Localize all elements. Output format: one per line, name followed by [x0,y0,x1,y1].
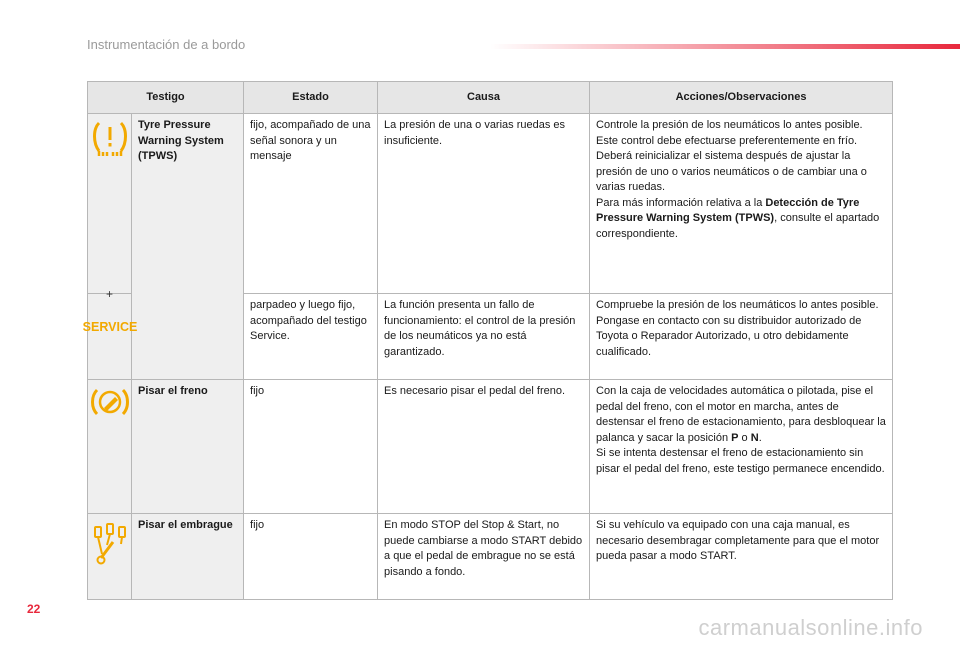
acciones-brake-n: N [750,431,759,444]
indicator-name-tpws: Tyre Pressure Warning System (TPWS) [132,114,244,380]
estado-clutch: fijo [244,514,378,600]
causa-brake: Es necesario pisar el pedal del freno. [378,380,590,514]
page-header-title: Instrumentación de a bordo [87,37,246,52]
acciones-brake [590,380,893,514]
causa-clutch: En modo STOP del Stop & Start, no puede cambiarse a modo START debido a que el pedal de embrague no se está pisando a fondo. [378,514,590,600]
indicator-name-brake: Pisar el freno [132,380,244,514]
table-row-tpws [88,114,893,294]
table-header-row [88,82,893,114]
acciones-brake-o: o [738,431,751,444]
table-row-clutch [88,514,893,600]
icon-cell-clutch [88,514,132,600]
estado-tpws-2: parpadeo y luego fijo, acompañado del testigo Service. [244,294,378,380]
icon-cell-tpws [88,114,132,294]
service-warning-icon [82,319,137,334]
table-row-brake [88,380,893,514]
page-number: 22 [27,602,41,616]
acciones-brake-text: Con la caja de velocidades automática o pilotada, pise el pedal del freno, con el motor en marcha, antes de destensar el freno de estacionamiento, para desbloquear la palanca y sacar la posición [596,385,886,444]
acciones-tpws-1-tail: , consulte el apartado correspondiente. [596,212,880,240]
watermark-text: carmanualsonline.info [698,615,923,640]
column-header-estado: Estado [244,82,378,114]
acciones-tpws-1-bold: Detección de Tyre Pressure Warning System (TPWS) [596,196,860,224]
estado-tpws-1: fijo, acompañado de una señal sonora y un mensaje [244,114,378,294]
column-header-testigo: Testigo [88,82,244,114]
clutch-pedal-icon [93,520,127,566]
icon-cell-service [82,287,137,380]
estado-brake: fijo [244,380,378,514]
tire-pressure-warning-icon [92,119,128,159]
acciones-brake-tail: . Si se intenta destensar el freno de estacionamiento sin pisar el pedal del freno, este testigo permanece encendido. [596,431,885,475]
column-header-acciones: Acciones/Observaciones [590,82,893,114]
icon-cell-brake [88,380,132,514]
causa-tpws-1: La presión de una o varias ruedas es insuficiente. [378,114,590,294]
acciones-brake-p: P [731,431,739,444]
causa-tpws-2: La función presenta un fallo de funcionamiento: el control de la presión de los neumáticos ya no está garantizado. [378,294,590,380]
indicator-name-clutch: Pisar el embrague [132,514,244,600]
indicator-table [82,81,893,600]
brake-pedal-icon [91,386,129,418]
acciones-clutch: Si su vehículo va equipado con una caja manual, es necesario desembragar completamente para que el motor pueda pasar a modo START. [590,514,893,600]
acciones-tpws-2: Compruebe la presión de los neumáticos lo antes posible. Pongase en contacto con su distribuidor autorizado de Toyota o Reparador Autorizado, u otro debidamente cualificado. [590,294,893,380]
acciones-tpws-1-text: Controle la presión de los neumáticos lo antes posible. Este control debe efectuarse preferentemente en frío. Deberá reinicializar el sistema después de ajustar la presión de uno o varios neumáticos o de cambiar una o varias ruedas. Para más información relativa a la [596,119,867,209]
acciones-tpws-1 [590,114,893,294]
service-icon-text: SERVICE [82,320,137,334]
header-accent-bar [490,44,960,49]
plus-sign: + [105,287,113,301]
column-header-causa: Causa [378,82,590,114]
